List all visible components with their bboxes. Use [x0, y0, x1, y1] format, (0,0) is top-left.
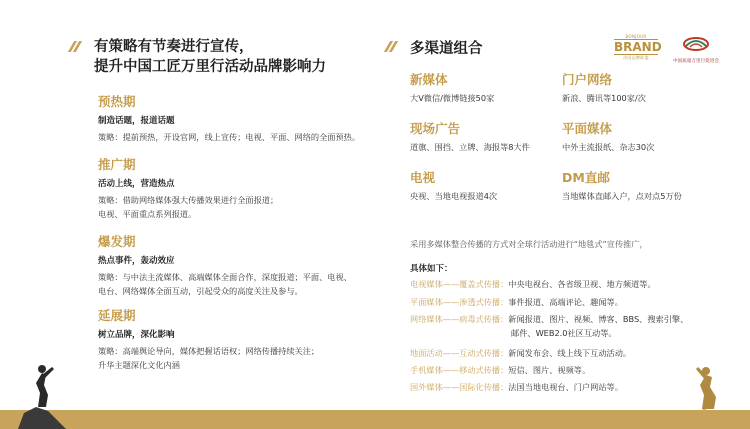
- detail-row-tv: [410, 278, 656, 291]
- phase-burst: [98, 232, 398, 298]
- right-statue-icon: [684, 357, 734, 429]
- detail-label: 网络媒体——病毒式传播：: [410, 314, 509, 324]
- channel-new-media: [410, 70, 560, 104]
- detail-text: 法国当地电视台、门户网站等。: [508, 382, 623, 392]
- emblem-text: 中国质量万里行促进会: [673, 59, 719, 64]
- bottom-bar: [0, 410, 750, 429]
- channel-name: 门户网络: [562, 72, 613, 87]
- phase-line: 升华主题深化文化内涵: [98, 360, 180, 370]
- channel-name: 平面媒体: [562, 121, 613, 136]
- emblem-icon: [670, 34, 722, 54]
- channel-dm: [562, 168, 712, 202]
- channel-desc: 大V微信/微博链接50家: [410, 93, 495, 103]
- detail-text: 事件报道、高端评论、趣闻等。: [508, 297, 623, 307]
- channel-onsite-ads: [410, 119, 560, 153]
- channel-name: DM直邮: [562, 170, 610, 185]
- phase-line: 电视、平面重点系列报道。: [98, 209, 197, 219]
- phase-line: 策略：高端舆论导向，媒体把握话语权；网络传播持续关注；: [98, 346, 320, 356]
- channel-name: 电视: [410, 170, 436, 185]
- detail-row-ground: [410, 347, 631, 360]
- channel-desc: 央视、当地电视报道4次: [410, 191, 498, 201]
- brand-logo: [614, 34, 662, 64]
- detail-text: 短信、图片、视频等。: [508, 365, 591, 375]
- title-decoration: [384, 41, 396, 51]
- left-title-line-2: 提升中国工匠万里行活动品牌影响力: [94, 59, 326, 75]
- brand-logo-top: BONJOUR: [625, 34, 647, 39]
- channel-portal: [562, 70, 712, 104]
- channel-name: 新媒体: [410, 72, 448, 87]
- detail-row-network: [410, 313, 689, 338]
- phase-sub: 制造话题，报道话题: [98, 116, 175, 126]
- detail-label: 手机媒体——移动式传播：: [410, 365, 509, 375]
- phase-name: 爆发期: [98, 234, 136, 249]
- phase-line: 策略：与中法主流媒体、高端媒体全面合作，深度报道；平面、电视、: [98, 272, 352, 282]
- channel-tv: [410, 168, 560, 202]
- detail-label: 电视媒体——覆盖式传播：: [410, 279, 509, 289]
- detail-text: 中央电视台、各省级卫视、地方频道等。: [508, 279, 656, 289]
- detail-row-print: [410, 296, 623, 309]
- brand-logo-bottom: 法国品牌联盟: [623, 55, 649, 60]
- detail-heading: 具体如下：: [410, 264, 453, 274]
- channel-desc: 中外主流报纸、杂志30次: [562, 142, 655, 152]
- phase-promotion: [98, 155, 398, 221]
- left-title-line-1: 有策略有节奏进行宣传，: [94, 39, 254, 55]
- phase-line: 策略：借助网络媒体强大传播效果进行全面报道；: [98, 195, 279, 205]
- left-title: [94, 37, 326, 77]
- left-statue-icon: [18, 357, 66, 429]
- channel-desc: 当地媒体直邮入户，点对点5万份: [562, 191, 682, 201]
- phase-sub: 活动上线，营造热点: [98, 179, 175, 189]
- detail-label: 国外媒体——国际化传播：: [410, 382, 509, 392]
- channel-name: 现场广告: [410, 121, 461, 136]
- right-title: 多渠道组合: [410, 41, 483, 57]
- detail-text: 新闻发布会、线上线下互动活动。: [508, 348, 632, 358]
- channel-print: [562, 119, 712, 153]
- brand-logo-main: BRAND: [614, 40, 662, 54]
- phase-extension: [98, 306, 398, 372]
- detail-text: 新闻报道、图片、视频、博客、BBS、搜索引擎、: [508, 314, 689, 324]
- detail-row-foreign: [410, 381, 623, 394]
- title-decoration: [68, 41, 80, 51]
- detail-row-mobile: [410, 364, 590, 377]
- intro-text: 采用多媒体整合传播的方式对全球行活动进行“地毯式”宣传推广，: [410, 239, 648, 249]
- phase-line: 策略：提前预热，开设官网，线上宣传；电视、平面、网络的全面预热。: [98, 132, 361, 142]
- phase-name: 推广期: [98, 157, 136, 172]
- detail-label: 平面媒体——渗透式传播：: [410, 297, 509, 307]
- phase-line: 电台、网络媒体全面互动，引起受众的高度关注及参与。: [98, 286, 303, 296]
- phase-name: 延展期: [98, 308, 136, 323]
- detail-label: 地面活动——互动式传播：: [410, 348, 509, 358]
- phase-warmup: [98, 92, 398, 144]
- emblem-logo: [670, 34, 722, 64]
- channel-desc: 新浪、腾讯等100家/次: [562, 93, 646, 103]
- phase-sub: 热点事件，轰动效应: [98, 256, 175, 266]
- phase-sub: 树立品牌，深化影响: [98, 330, 175, 340]
- detail-text-continued: 邮件、WEB2.0社区互动等。: [511, 328, 617, 338]
- channel-desc: 道旗、围挡、立牌、海报等8大件: [410, 142, 530, 152]
- phase-name: 预热期: [98, 94, 136, 109]
